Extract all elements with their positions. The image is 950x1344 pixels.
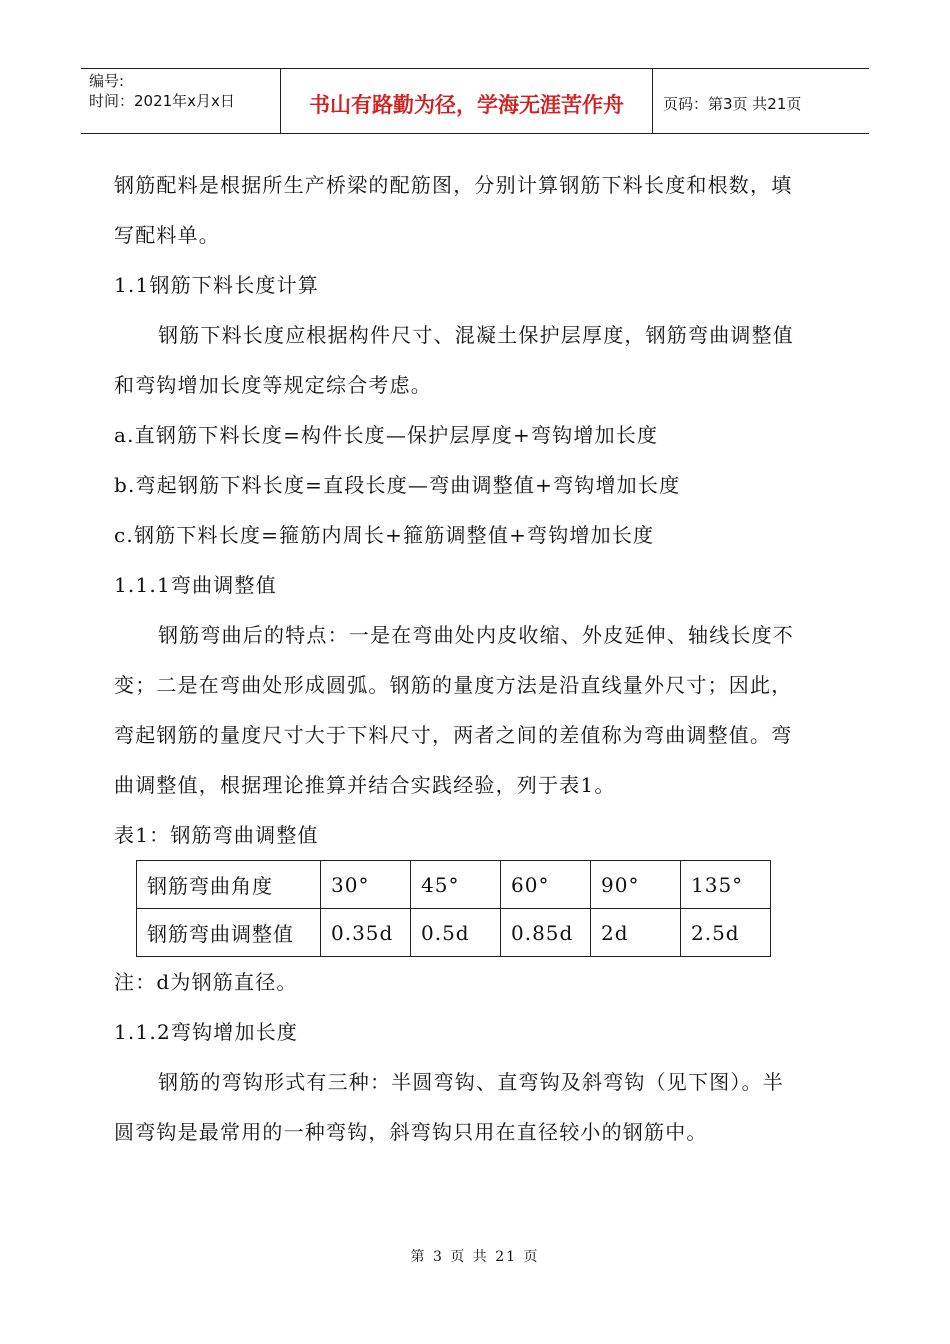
- section-heading-1-1-2: 1.1.2弯钩增加长度: [114, 1020, 299, 1044]
- paragraph-2-line-1: 钢筋弯曲后的特点：一是在弯曲处内皮收缩、外皮延伸、轴线长度不: [158, 623, 794, 647]
- table-row: [137, 909, 771, 957]
- table-cell-adjustment: 0.35d: [321, 909, 411, 957]
- table-note: 注：d为钢筋直径。: [114, 970, 298, 994]
- table-caption: 表1：钢筋弯曲调整值: [114, 823, 319, 847]
- formula-item-b: b.弯起钢筋下料长度=直段长度—弯曲调整值+弯钩增加长度: [114, 473, 681, 497]
- table-cell-adjustment: 2.5d: [681, 909, 771, 957]
- paragraph-1-line-1: 钢筋下料长度应根据构件尺寸、混凝土保护层厚度，钢筋弯曲调整值: [158, 323, 794, 347]
- header-page-info: 页码：第3页 共21页: [663, 94, 802, 113]
- bend-adjustment-table: [136, 860, 771, 957]
- table-row: [137, 861, 771, 909]
- table-row-header-adjustment: 钢筋弯曲调整值: [137, 909, 321, 957]
- paragraph-intro-line-2: 写配料单。: [114, 223, 220, 247]
- paragraph-2-line-4: 曲调整值，根据理论推算并结合实践经验，列于表1。: [114, 773, 616, 797]
- header-motto: 书山有路勤为径，学海无涯苦作舟: [281, 69, 653, 133]
- table-cell-angle: 60°: [501, 861, 591, 909]
- paragraph-2-line-3: 弯起钢筋的量度尺寸大于下料尺寸，两者之间的差值称为弯曲调整值。弯: [114, 723, 793, 747]
- table-cell-angle: 45°: [411, 861, 501, 909]
- table-cell-angle: 30°: [321, 861, 411, 909]
- table-row-header-angle: 钢筋弯曲角度: [137, 861, 321, 909]
- paragraph-intro-line-1: 钢筋配料是根据所生产桥梁的配筋图，分别计算钢筋下料长度和根数，填: [114, 173, 793, 197]
- document-number-label: 编号:: [89, 72, 125, 90]
- paragraph-3-line-2: 圆弯钩是最常用的一种弯钩，斜弯钩只用在直径较小的钢筋中。: [114, 1120, 708, 1144]
- formula-item-c: c.钢筋下料长度=箍筋内周长+箍筋调整值+弯钩增加长度: [114, 523, 655, 547]
- section-heading-1-1: 1.1钢筋下料长度计算: [114, 273, 320, 297]
- formula-item-a: a.直钢筋下料长度=构件长度—保护层厚度+弯钩增加长度: [114, 423, 659, 447]
- table-cell-adjustment: 0.85d: [501, 909, 591, 957]
- table-cell-adjustment: 2d: [591, 909, 681, 957]
- section-heading-1-1-1: 1.1.1弯曲调整值: [114, 573, 277, 597]
- paragraph-3-line-1: 钢筋的弯钩形式有三种：半圆弯钩、直弯钩及斜弯钩（见下图）。半: [158, 1070, 784, 1094]
- document-body: [114, 160, 836, 1157]
- table-cell-angle: 90°: [591, 861, 681, 909]
- header-meta: [81, 69, 281, 133]
- document-time-label: 时间：2021年x月x日: [89, 92, 235, 110]
- table-cell-angle: 135°: [681, 861, 771, 909]
- page-header: [81, 68, 869, 134]
- paragraph-1-line-2: 和弯钩增加长度等规定综合考虑。: [114, 373, 432, 397]
- table-cell-adjustment: 0.5d: [411, 909, 501, 957]
- paragraph-2-line-2: 变；二是在弯曲处形成圆弧。钢筋的量度方法是沿直线量外尺寸；因此，: [114, 673, 793, 697]
- page-footer: 第 3 页 共 21 页: [410, 1249, 540, 1265]
